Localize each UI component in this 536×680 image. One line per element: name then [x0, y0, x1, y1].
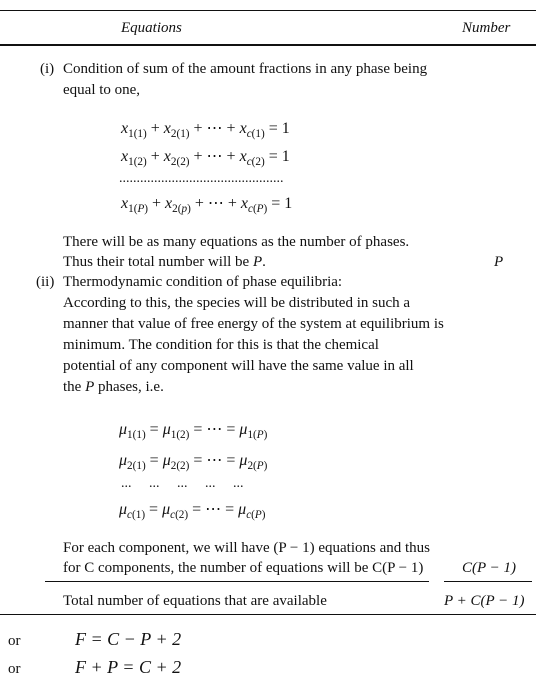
final-eq-2: F + P = C + 2	[75, 657, 182, 677]
item2-line3: manner that value of free energy of the system at equilibrium is	[63, 316, 444, 332]
top-rule	[0, 10, 536, 11]
item2-line6-suffix: phases, i.e.	[94, 379, 164, 395]
item2-line4: minimum. The condition for this is that the chemical	[63, 337, 379, 353]
item2-line5: potential of any component will have the same value in all	[63, 358, 414, 374]
total-rule-right	[444, 581, 532, 582]
item1-line2: equal to one,	[63, 82, 141, 98]
final-eq-1-prefix: or	[8, 633, 21, 649]
item2-line1: Thermodynamic condition of phase equilibria:	[63, 274, 343, 290]
header-number: Number	[462, 20, 511, 36]
item2-note1: For each component, we will have (P − 1) equations and thus	[63, 540, 430, 556]
item1-note2	[63, 252, 266, 272]
item2-marker: (ii)	[36, 274, 55, 290]
bottom-rule	[0, 614, 536, 615]
item1-line1: Condition of sum of the amount fractions in any phase being	[63, 61, 428, 77]
sum-equation-phase-2: $x_{1(2)} + x_{2(2)}$ + ⋯ + $x_{c(2)} = 1$	[121, 148, 290, 168]
header-rule	[0, 44, 536, 46]
item1-note2-suffix: .	[262, 254, 266, 270]
item2-line6-var: P	[85, 379, 95, 395]
item1-note2-prefix: Thus their total number will be	[63, 254, 253, 270]
item2-note2: for C components, the number of equations will be C(P − 1)	[63, 560, 424, 576]
item1-marker: (i)	[40, 61, 55, 77]
item2-line6-prefix: the	[63, 379, 86, 395]
item2-number: C(P − 1)	[462, 560, 517, 576]
item1-note2-var: P	[252, 254, 263, 270]
mu-equation-component-1: $\mu_{1(1)} = \mu_{1(2)}$ = ⋯ = $\mu_{1(P)}$	[119, 421, 268, 441]
mu-equation-ellipsis: ... ... ... ... ...	[121, 476, 244, 491]
item2-line2: According to this, the species will be distributed in such a	[63, 295, 411, 311]
item1-number: P	[494, 254, 504, 270]
sum-equation-phase-p: $x_{1(P)} + x_{2(p)}$ + ⋯ + $x_{c(P)} = 1$	[121, 195, 293, 215]
mu-equation-component-2: $\mu_{2(1)} = \mu_{2(2)}$ = ⋯ = $\mu_{2(P)}$	[119, 452, 268, 472]
sum-equation-ellipsis: ...............................................	[119, 171, 284, 186]
mu-equation-component-c: $\mu_{c(1)} = \mu_{c(2)}$ = ⋯ = $\mu_{c(P)}$	[119, 501, 266, 521]
final-eq-1: F = C − P + 2	[75, 629, 182, 649]
total-number: P + C(P − 1)	[444, 593, 525, 609]
header-equations: Equations	[121, 20, 182, 36]
total-label: Total number of equations that are available	[63, 593, 327, 609]
sum-equation-phase-1: $x_{1(1)} + x_{2(1)}$ + ⋯ + $x_{c(1)} = 1$	[121, 120, 290, 140]
final-eq-2-prefix: or	[8, 661, 21, 677]
item1-note1: There will be as many equations as the number of phases.	[63, 234, 410, 250]
total-rule-left	[45, 581, 429, 582]
item2-line6	[63, 377, 164, 397]
